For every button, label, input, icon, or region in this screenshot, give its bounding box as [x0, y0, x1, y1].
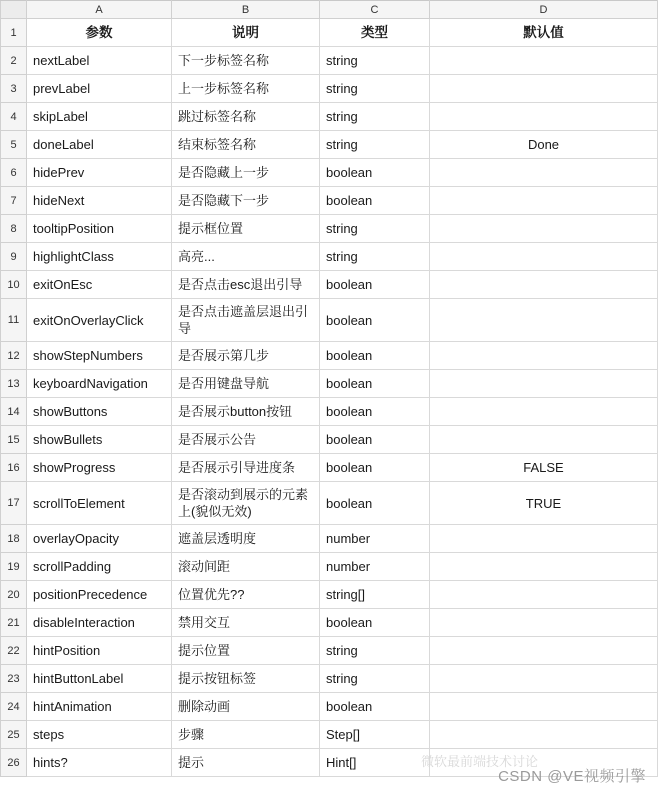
cell-param[interactable]: hints? — [27, 749, 172, 777]
cell-param[interactable]: doneLabel — [27, 131, 172, 159]
row-header[interactable]: 10 — [1, 271, 27, 299]
cell-description[interactable]: 结束标签名称 — [172, 131, 320, 159]
cell-param[interactable]: disableInteraction — [27, 609, 172, 637]
cell-type[interactable]: string[] — [320, 581, 430, 609]
cell-default[interactable] — [430, 187, 658, 215]
cell-default[interactable] — [430, 271, 658, 299]
cell-d1[interactable]: 默认值 — [430, 19, 658, 47]
cell-description[interactable]: 提示框位置 — [172, 215, 320, 243]
cell-type[interactable]: boolean — [320, 299, 430, 342]
cell-type[interactable]: boolean — [320, 426, 430, 454]
cell-b1[interactable]: 说明 — [172, 19, 320, 47]
cell-param[interactable]: steps — [27, 721, 172, 749]
table-row — [1, 299, 658, 342]
table-row — [1, 370, 658, 398]
table-row — [1, 721, 658, 749]
cell-type[interactable]: boolean — [320, 271, 430, 299]
cell-default[interactable] — [430, 398, 658, 426]
row-header[interactable]: 6 — [1, 159, 27, 187]
cell-description[interactable]: 删除动画 — [172, 693, 320, 721]
cell-param[interactable]: overlayOpacity — [27, 525, 172, 553]
row-header[interactable]: 21 — [1, 609, 27, 637]
table-row — [1, 553, 658, 581]
cell-default[interactable] — [430, 553, 658, 581]
column-header-row — [1, 1, 658, 19]
cell-description[interactable]: 提示 — [172, 749, 320, 777]
cell-param[interactable]: scrollToElement — [27, 482, 172, 525]
table-row — [1, 665, 658, 693]
cell-description[interactable]: 提示按钮标签 — [172, 665, 320, 693]
cell-param[interactable]: keyboardNavigation — [27, 370, 172, 398]
cell-default[interactable] — [430, 665, 658, 693]
row-header[interactable]: 11 — [1, 299, 27, 342]
cell-description[interactable]: 跳过标签名称 — [172, 103, 320, 131]
cell-type[interactable]: number — [320, 525, 430, 553]
table-row — [1, 525, 658, 553]
column-header-b[interactable]: B — [172, 1, 320, 19]
table-row — [1, 271, 658, 299]
cell-param[interactable]: positionPrecedence — [27, 581, 172, 609]
cell-type[interactable]: string — [320, 103, 430, 131]
table-row — [1, 749, 658, 777]
cell-param[interactable]: showStepNumbers — [27, 342, 172, 370]
cell-type[interactable]: string — [320, 243, 430, 271]
row-header[interactable]: 13 — [1, 370, 27, 398]
cell-default[interactable] — [430, 581, 658, 609]
row-header[interactable]: 8 — [1, 215, 27, 243]
cell-default[interactable] — [430, 525, 658, 553]
cell-type[interactable]: string — [320, 47, 430, 75]
cell-type[interactable]: string — [320, 665, 430, 693]
row-header[interactable]: 24 — [1, 693, 27, 721]
cell-param[interactable]: tooltipPosition — [27, 215, 172, 243]
cell-param[interactable]: showBullets — [27, 426, 172, 454]
cell-type[interactable]: string — [320, 215, 430, 243]
cell-param[interactable]: hintPosition — [27, 637, 172, 665]
table-row — [1, 426, 658, 454]
cell-default[interactable] — [430, 103, 658, 131]
cell-description[interactable]: 是否展示引导进度条 — [172, 454, 320, 482]
cell-type[interactable]: boolean — [320, 454, 430, 482]
table-row — [1, 342, 658, 370]
cell-type[interactable]: string — [320, 131, 430, 159]
cell-description[interactable]: 是否隐藏上一步 — [172, 159, 320, 187]
cell-description[interactable]: 步骤 — [172, 721, 320, 749]
cell-default[interactable] — [430, 243, 658, 271]
select-all-corner[interactable] — [1, 1, 27, 19]
row-header[interactable]: 25 — [1, 721, 27, 749]
cell-default[interactable] — [430, 342, 658, 370]
table-row — [1, 693, 658, 721]
table-row — [1, 19, 658, 47]
table-row — [1, 187, 658, 215]
cell-default[interactable]: Done — [430, 131, 658, 159]
cell-default[interactable] — [430, 637, 658, 665]
cell-default[interactable] — [430, 299, 658, 342]
column-header-c[interactable]: C — [320, 1, 430, 19]
row-header[interactable]: 19 — [1, 553, 27, 581]
cell-description[interactable]: 遮盖层透明度 — [172, 525, 320, 553]
cell-param[interactable]: nextLabel — [27, 47, 172, 75]
cell-param[interactable]: highlightClass — [27, 243, 172, 271]
cell-type[interactable]: boolean — [320, 342, 430, 370]
cell-param[interactable]: exitOnEsc — [27, 271, 172, 299]
row-header[interactable]: 5 — [1, 131, 27, 159]
cell-default[interactable] — [430, 75, 658, 103]
cell-param[interactable]: hidePrev — [27, 159, 172, 187]
cell-default[interactable] — [430, 215, 658, 243]
cell-description[interactable]: 是否隐藏下一步 — [172, 187, 320, 215]
cell-description[interactable]: 禁用交互 — [172, 609, 320, 637]
row-header[interactable]: 1 — [1, 19, 27, 47]
cell-param[interactable]: skipLabel — [27, 103, 172, 131]
row-header[interactable]: 12 — [1, 342, 27, 370]
column-header-d[interactable]: D — [430, 1, 658, 19]
cell-type[interactable]: boolean — [320, 482, 430, 525]
cell-param[interactable]: hintAnimation — [27, 693, 172, 721]
row-header[interactable]: 15 — [1, 426, 27, 454]
cell-type[interactable]: boolean — [320, 398, 430, 426]
table-row — [1, 482, 658, 525]
table-row — [1, 215, 658, 243]
table-row — [1, 609, 658, 637]
cell-description[interactable]: 是否用键盘导航 — [172, 370, 320, 398]
table-row — [1, 398, 658, 426]
cell-description[interactable]: 是否点击遮盖层退出引导 — [172, 299, 320, 342]
cell-description[interactable]: 滚动间距 — [172, 553, 320, 581]
cell-param[interactable]: showButtons — [27, 398, 172, 426]
cell-default[interactable] — [430, 721, 658, 749]
cell-type[interactable]: boolean — [320, 370, 430, 398]
row-header[interactable]: 20 — [1, 581, 27, 609]
cell-default[interactable] — [430, 47, 658, 75]
cell-description[interactable]: 是否展示第几步 — [172, 342, 320, 370]
row-header[interactable]: 2 — [1, 47, 27, 75]
table-row — [1, 454, 658, 482]
cell-default[interactable]: TRUE — [430, 482, 658, 525]
cell-type[interactable]: boolean — [320, 693, 430, 721]
row-header[interactable]: 17 — [1, 482, 27, 525]
cell-default[interactable] — [430, 609, 658, 637]
row-header[interactable]: 9 — [1, 243, 27, 271]
cell-description[interactable]: 下一步标签名称 — [172, 47, 320, 75]
row-header[interactable]: 3 — [1, 75, 27, 103]
cell-param[interactable]: prevLabel — [27, 75, 172, 103]
cell-type[interactable]: Step[] — [320, 721, 430, 749]
table-row — [1, 131, 658, 159]
table-row — [1, 243, 658, 271]
cell-description[interactable]: 上一步标签名称 — [172, 75, 320, 103]
row-header[interactable]: 16 — [1, 454, 27, 482]
cell-param[interactable]: hideNext — [27, 187, 172, 215]
cell-param[interactable]: hintButtonLabel — [27, 665, 172, 693]
cell-description[interactable]: 提示位置 — [172, 637, 320, 665]
cell-description[interactable]: 是否滚动到展示的元素上(貌似无效) — [172, 482, 320, 525]
row-header[interactable]: 18 — [1, 525, 27, 553]
cell-description[interactable]: 高亮... — [172, 243, 320, 271]
cell-param[interactable]: exitOnOverlayClick — [27, 299, 172, 342]
row-header[interactable]: 22 — [1, 637, 27, 665]
cell-default[interactable] — [430, 370, 658, 398]
cell-default[interactable] — [430, 693, 658, 721]
cell-description[interactable]: 是否点击esc退出引导 — [172, 271, 320, 299]
watermark-faint: 微软最前端技术讨论 — [420, 754, 538, 769]
cell-param[interactable]: showProgress — [27, 454, 172, 482]
cell-c1[interactable]: 类型 — [320, 19, 430, 47]
cell-default[interactable] — [430, 159, 658, 187]
cell-description[interactable]: 是否展示公告 — [172, 426, 320, 454]
cell-description[interactable]: 位置优先?? — [172, 581, 320, 609]
cell-default[interactable] — [430, 426, 658, 454]
table-row — [1, 637, 658, 665]
spreadsheet-body — [1, 19, 658, 777]
cell-type[interactable]: boolean — [320, 609, 430, 637]
table-row — [1, 581, 658, 609]
row-header[interactable]: 7 — [1, 187, 27, 215]
row-header[interactable]: 14 — [1, 398, 27, 426]
cell-default[interactable] — [430, 749, 658, 777]
cell-type[interactable]: number — [320, 553, 430, 581]
cell-type[interactable]: string — [320, 75, 430, 103]
cell-type[interactable]: boolean — [320, 187, 430, 215]
table-row — [1, 47, 658, 75]
cell-param[interactable]: scrollPadding — [27, 553, 172, 581]
row-header[interactable]: 4 — [1, 103, 27, 131]
table-row — [1, 103, 658, 131]
cell-default[interactable]: FALSE — [430, 454, 658, 482]
cell-type[interactable]: boolean — [320, 159, 430, 187]
cell-a1[interactable]: 参数 — [27, 19, 172, 47]
row-header[interactable]: 23 — [1, 665, 27, 693]
watermark: CSDN @VE视频引擎 — [498, 768, 646, 785]
table-row — [1, 159, 658, 187]
table-row — [1, 75, 658, 103]
cell-description[interactable]: 是否展示button按钮 — [172, 398, 320, 426]
cell-type[interactable]: string — [320, 637, 430, 665]
cell-type[interactable]: Hint[] — [320, 749, 430, 777]
row-header[interactable]: 26 — [1, 749, 27, 777]
column-header-a[interactable]: A — [27, 1, 172, 19]
